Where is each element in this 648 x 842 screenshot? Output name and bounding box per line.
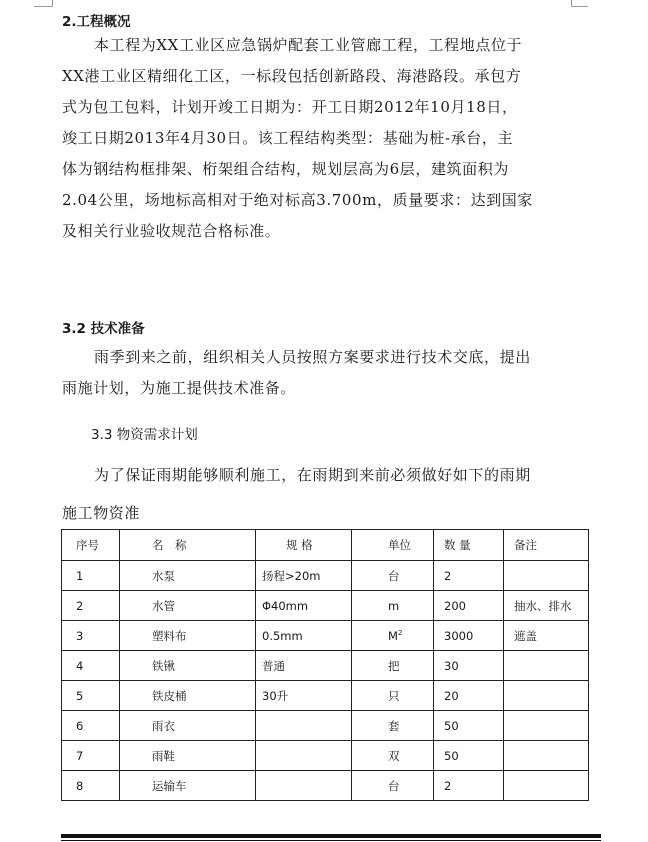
cell-spec-text: Φ40mm	[262, 598, 309, 613]
materials-table	[61, 529, 589, 801]
cell-no	[62, 621, 120, 651]
cell-unit	[352, 681, 434, 711]
cell-unit	[352, 591, 434, 621]
cell-unit-text: 双	[388, 748, 400, 763]
cell-no-text: 6	[76, 718, 84, 733]
cell-qty-text: 30	[444, 658, 459, 673]
cell-qty	[434, 771, 504, 801]
cell-name-text: 雨衣	[152, 718, 175, 733]
header-cell-note: 备注	[504, 530, 589, 561]
table-row	[62, 711, 589, 741]
section-2-paragraph	[62, 30, 567, 247]
cell-note	[504, 621, 589, 651]
cell-name-text: 雨鞋	[152, 748, 175, 763]
cell-name-text: 铁皮桶	[152, 688, 187, 703]
header-cell-no: 序号	[62, 530, 120, 561]
cell-no	[62, 651, 120, 681]
cell-spec	[256, 681, 352, 711]
footer-rule-thick	[61, 834, 601, 838]
cell-no-text: 5	[76, 688, 84, 703]
cell-no-text: 4	[76, 658, 84, 673]
cell-no	[62, 681, 120, 711]
cell-no-text: 8	[76, 778, 84, 793]
cell-no-text: 1	[76, 568, 84, 583]
table-row	[62, 591, 589, 621]
section-3-3-heading: 3.3 物资需求计划	[91, 427, 198, 443]
cell-no-text: 2	[76, 598, 84, 613]
cell-unit-text: 台	[388, 778, 400, 793]
paragraph-line: 及相关行业验收规范合格标准。	[62, 222, 281, 240]
section-2-heading: 2.工程概况	[62, 14, 131, 30]
cell-no	[62, 711, 120, 741]
cell-unit	[352, 561, 434, 591]
cell-note	[504, 771, 589, 801]
cell-unit-text: m	[388, 598, 400, 613]
cell-unit-text: 把	[388, 658, 400, 673]
cell-unit-text: 套	[388, 718, 400, 733]
table-row	[62, 561, 589, 591]
cell-name	[120, 651, 256, 681]
paragraph-line: 为了保证雨期能够顺利施工，在雨期到来前必须做好如下的雨期	[94, 466, 531, 484]
table-row	[62, 741, 589, 771]
header-cell-qty: 数 量	[434, 530, 504, 561]
cell-spec	[256, 771, 352, 801]
paragraph-line: 雨施计划，为施工提供技术准备。	[62, 379, 297, 397]
cell-note-text: 遮盖	[514, 628, 537, 643]
cell-name-text: 塑料布	[152, 628, 187, 643]
cell-spec-text: 普通	[262, 658, 285, 673]
cell-name	[120, 741, 256, 771]
section-3-3-paragraph	[62, 456, 567, 532]
cell-spec	[256, 561, 352, 591]
cell-unit	[352, 621, 434, 651]
cell-qty-text: 2	[444, 568, 452, 583]
cell-name	[120, 771, 256, 801]
cell-no-text: 3	[76, 628, 84, 643]
cell-spec-text: 0.5mm	[262, 628, 303, 643]
section-3-2-paragraph	[62, 342, 567, 404]
cell-no	[62, 561, 120, 591]
header-cell-name: 名 称	[120, 530, 256, 561]
paragraph-line: 体为钢结构框排架、桁架组合结构，规划层高为6层，建筑面积为	[62, 160, 509, 178]
paragraph-line: 本工程为XX工业区应急锅炉配套工业管廊工程，工程地点位于	[94, 36, 523, 54]
cell-spec-text: 30升	[262, 688, 289, 703]
header-cell-spec: 规 格	[256, 530, 352, 561]
cell-spec-text: 扬程>20m	[262, 568, 321, 583]
cell-note	[504, 591, 589, 621]
cell-qty-text: 200	[444, 598, 466, 613]
cell-no	[62, 771, 120, 801]
cell-note	[504, 681, 589, 711]
cell-note	[504, 711, 589, 741]
cell-qty	[434, 711, 504, 741]
table-row	[62, 681, 589, 711]
cell-name	[120, 681, 256, 711]
table-row	[62, 771, 589, 801]
paragraph-line: 施工物资准	[62, 504, 141, 522]
cell-note	[504, 741, 589, 771]
section-3-2-heading: 3.2 技术准备	[62, 321, 145, 337]
cell-spec	[256, 741, 352, 771]
cell-qty-text: 50	[444, 748, 459, 763]
table-header-row	[62, 530, 589, 561]
cell-no-text: 7	[76, 748, 84, 763]
crop-mark-top-right	[571, 0, 588, 7]
cell-unit-text: 只	[388, 688, 400, 703]
cell-note-text: 抽水、排水	[514, 598, 572, 613]
paragraph-line: 2.04公里，场地标高相对于绝对标高3.700m，质量要求：达到国家	[62, 191, 533, 209]
crop-mark-top-left	[34, 0, 53, 7]
cell-unit	[352, 651, 434, 681]
cell-name	[120, 561, 256, 591]
cell-qty	[434, 561, 504, 591]
paragraph-line: 竣工日期2013年4月30日。该工程结构类型：基础为桩-承台，主	[62, 129, 514, 147]
cell-unit	[352, 711, 434, 741]
cell-name	[120, 621, 256, 651]
unit-superscript: 2	[397, 628, 403, 637]
cell-name-text: 运输车	[152, 778, 187, 793]
cell-note	[504, 561, 589, 591]
cell-qty-text: 3000	[444, 628, 474, 643]
table-row	[62, 621, 589, 651]
paragraph-line: 式为包工包料，计划开竣工日期为：开工日期2012年10月18日，	[62, 98, 518, 116]
cell-name-text: 铁锹	[152, 658, 175, 673]
cell-no	[62, 591, 120, 621]
cell-name-text: 水管	[152, 598, 175, 613]
cell-name-text: 水泵	[152, 568, 175, 583]
paragraph-line: 雨季到来之前，组织相关人员按照方案要求进行技术交底，提出	[94, 348, 531, 366]
cell-qty-text: 20	[444, 688, 459, 703]
header-cell-unit: 单位	[352, 530, 434, 561]
table-row	[62, 651, 589, 681]
cell-spec	[256, 621, 352, 651]
cell-qty	[434, 651, 504, 681]
cell-note	[504, 651, 589, 681]
cell-no	[62, 741, 120, 771]
cell-unit	[352, 771, 434, 801]
cell-name	[120, 591, 256, 621]
cell-qty	[434, 681, 504, 711]
cell-qty	[434, 591, 504, 621]
cell-qty	[434, 621, 504, 651]
paragraph-line: XX港工业区精细化工区，一标段包括创新路段、海港路段。承包方	[62, 67, 522, 85]
cell-spec	[256, 711, 352, 741]
cell-spec	[256, 651, 352, 681]
cell-unit	[352, 741, 434, 771]
cell-qty	[434, 741, 504, 771]
cell-unit-text: M	[388, 628, 398, 643]
cell-name	[120, 711, 256, 741]
footer-rule-thin	[61, 840, 601, 841]
cell-spec	[256, 591, 352, 621]
cell-unit-text: 台	[388, 568, 400, 583]
cell-qty-text: 2	[444, 778, 452, 793]
cell-qty-text: 50	[444, 718, 459, 733]
